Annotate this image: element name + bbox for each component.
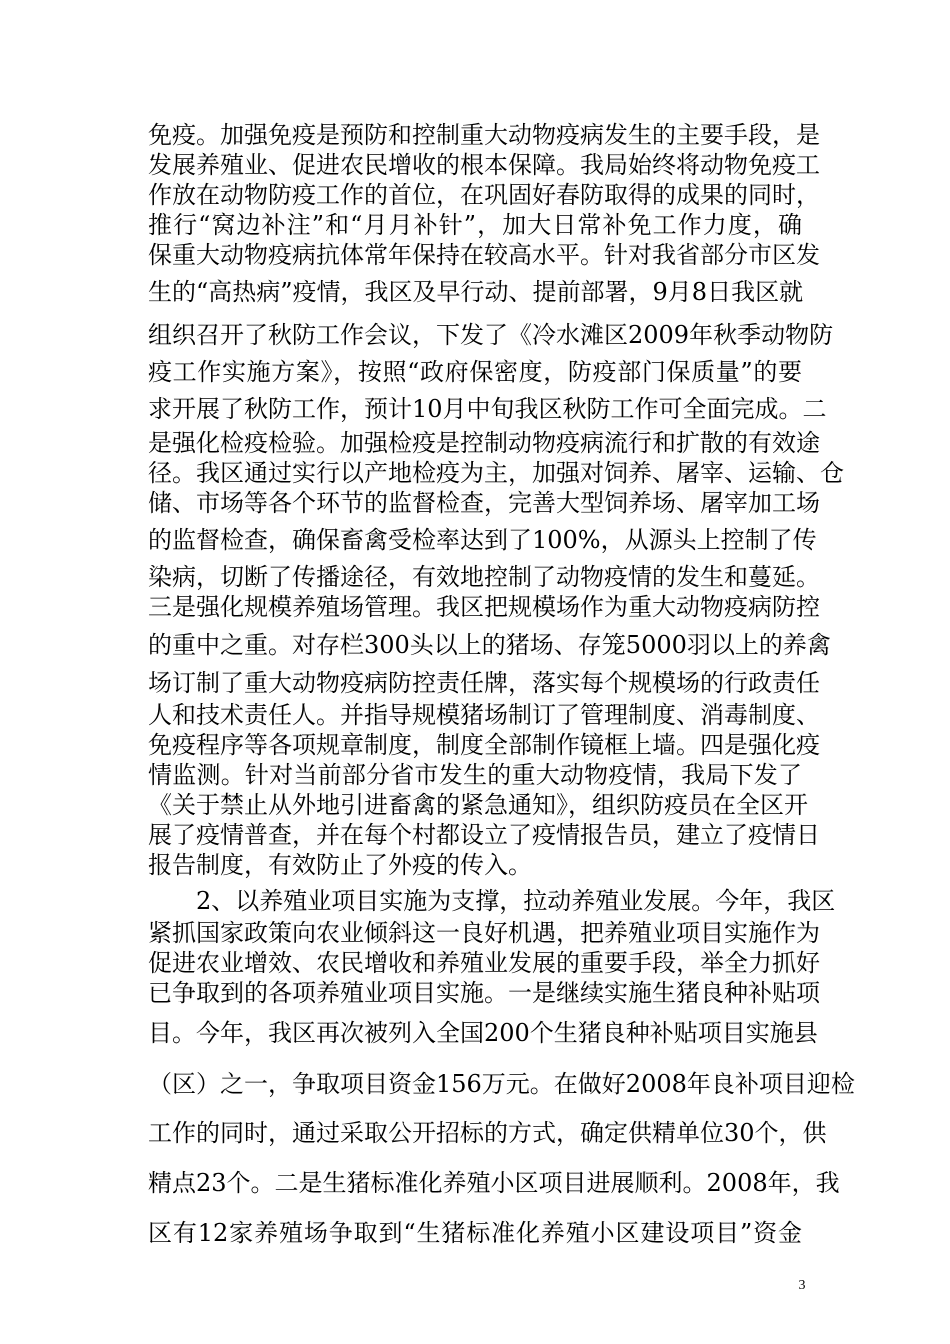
text-line: 储、市场等各个环节的监督检查，完善大型饲养场、屠宰加工场 <box>148 489 820 517</box>
text-line: 情监测。针对当前部分省市发生的重大动物疫情，我局下发了 <box>148 761 802 789</box>
page-number: 3 <box>798 1278 806 1293</box>
text-line: 《关于禁止从外地引进畜禽的紧急通知》，组织防疫员在全区开 <box>148 791 808 819</box>
text-line: 求开展了秋防工作，预计10月中旬我区秋防工作可全面完成。二 <box>148 395 827 423</box>
text-line: 作放在动物防疫工作的首位，在巩固好春防取得的成果的同时， <box>148 181 820 209</box>
text-line: 径。我区通过实行以产地检疫为主，加强对饲养、屠宰、运输、仓 <box>148 459 844 487</box>
text-line: 展了疫情普查，并在每个村都设立了疫情报告员，建立了疫情日 <box>148 821 820 849</box>
text-line: 免疫。加强免疫是预防和控制重大动物疫病发生的主要手段，是 <box>148 121 820 149</box>
text-line: 紧抓国家政策向农业倾斜这一良好机遇，把养殖业项目实施作为 <box>148 919 820 947</box>
text-line: 是强化检疫检验。加强检疫是控制动物疫病流行和扩散的有效途 <box>148 429 820 457</box>
text-line: 场订制了重大动物疫病防控责任牌，落实每个规模场的行政责任 <box>148 669 820 697</box>
text-line: 推行“窝边补注”和“月月补针”，加大日常补免工作力度，确 <box>148 211 802 239</box>
paragraph-first-line: 2、以养殖业项目实施为支撑，拉动养殖业发展。今年，我区 <box>196 887 836 915</box>
text-line: 组织召开了秋防工作会议，下发了《冷水滩区2009年秋季动物防 <box>148 321 834 349</box>
text-line: （区）之一，争取项目资金156万元。在做好2008年良补项目迎检 <box>148 1070 855 1098</box>
text-line: 保重大动物疫病抗体常年保持在较高水平。针对我省部分市区发 <box>148 241 820 269</box>
text-line: 目。今年，我区再次被列入全国200个生猪良种补贴项目实施县 <box>148 1019 818 1047</box>
text-line: 已争取到的各项养殖业项目实施。一是继续实施生猪良种补贴项 <box>148 979 820 1007</box>
text-line: 染病，切断了传播途径，有效地控制了动物疫情的发生和蔓延。 <box>148 563 820 591</box>
text-line: 三是强化规模养殖场管理。我区把规模场作为重大动物疫病防控 <box>148 593 820 621</box>
text-line: 的监督检查，确保畜禽受检率达到了100%，从源头上控制了传 <box>148 526 817 554</box>
text-line: 促进农业增效、农民增收和养殖业发展的重要手段，举全力抓好 <box>148 949 820 977</box>
text-line: 区有12家养殖场争取到“生猪标准化养殖小区建设项目”资金 <box>148 1219 802 1247</box>
text-line: 发展养殖业、促进农民增收的根本保障。我局始终将动物免疫工 <box>148 151 820 179</box>
text-line: 疫工作实施方案》，按照“政府保密度，防疫部门保质量”的要 <box>148 358 802 386</box>
text-line: 工作的同时，通过采取公开招标的方式，确定供精单位30个，供 <box>148 1119 827 1147</box>
text-line: 生的“高热病”疫情，我区及早行动、提前部署，9月8日我区就 <box>148 278 804 306</box>
text-line: 人和技术责任人。并指导规模猪场制订了管理制度、消毒制度、 <box>148 701 820 729</box>
text-line: 报告制度，有效防止了外疫的传入。 <box>148 851 532 879</box>
text-line: 免疫程序等各项规章制度，制度全部制作镜框上墙。四是强化疫 <box>148 731 820 759</box>
text-line: 精点23个。二是生猪标准化养殖小区项目进展顺利。2008年，我 <box>148 1169 840 1197</box>
text-line: 的重中之重。对存栏300头以上的猪场、存笼5000羽以上的养禽 <box>148 631 831 659</box>
